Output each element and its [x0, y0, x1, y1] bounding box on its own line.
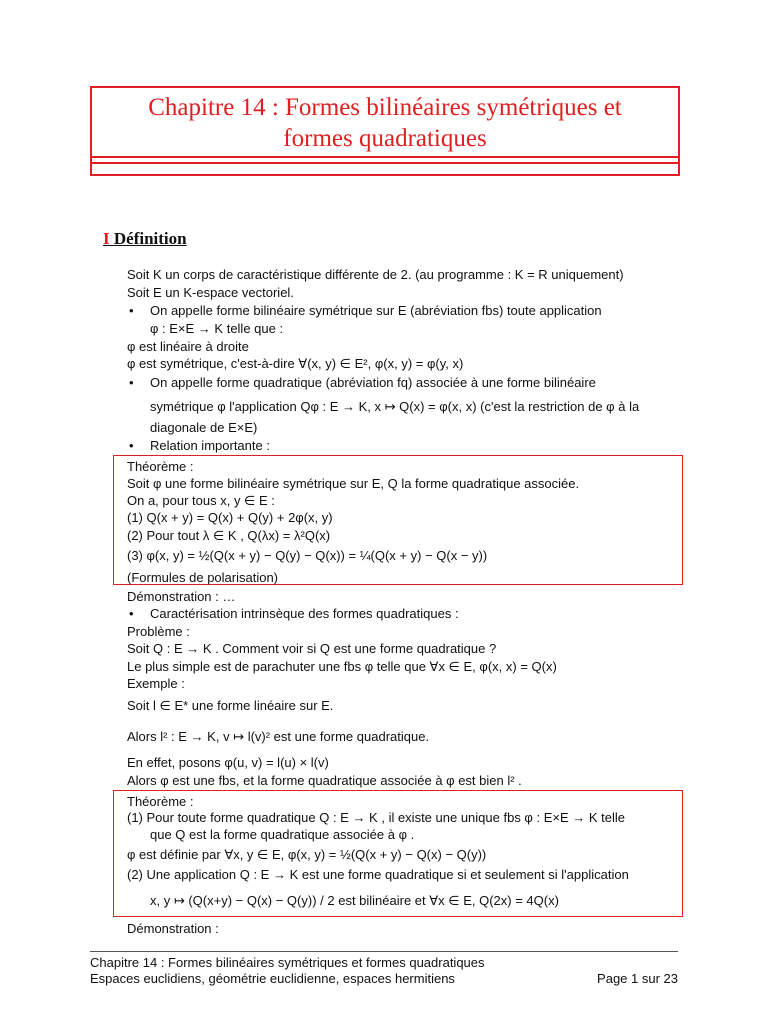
text-line: Soit Q : E → K . Comment voir si Q est une forme quadratique ?: [127, 641, 497, 656]
theorem-heading: Théorème :: [127, 459, 194, 474]
text-line: φ : E×E → K telle que :: [150, 321, 284, 336]
theorem-line: que Q est la forme quadratique associée à φ .: [150, 827, 415, 842]
title-rule: [92, 162, 678, 164]
list-item: • On appelle forme quadratique (abréviation fq) associée à une forme bilinéaire: [150, 375, 596, 391]
text-line: Alors φ est une fbs, et la forme quadratique associée à φ est bien l² .: [127, 773, 522, 788]
text-line: symétrique φ l'application Qφ : E → K, x ↦ Q(x) = φ(x, x) (c'est la restriction de φ à la: [150, 399, 640, 414]
title-rule: [92, 156, 678, 158]
text-line: En effet, posons φ(u, v) = l(u) × l(v): [127, 755, 329, 770]
text-line: Problème :: [127, 624, 190, 639]
list-item: • Relation importante :: [150, 438, 270, 454]
text-line: φ est symétrique, c'est-à-dire ∀(x, y) ∈ E², φ(x, y) = φ(y, x): [127, 356, 464, 371]
section-number: I: [103, 229, 110, 248]
theorem-line: (2) Pour tout λ ∈ K , Q(λx) = λ²Q(x): [127, 528, 331, 543]
text-line: Démonstration :: [127, 921, 219, 936]
theorem-line: (1) Q(x + y) = Q(x) + Q(y) + 2φ(x, y): [127, 510, 333, 525]
text-line: Alors l² : E → K, v ↦ l(v)² est une forme quadratique.: [127, 729, 430, 744]
theorem-heading: Théorème :: [127, 794, 194, 809]
text-line: Soit l ∈ E* une forme linéaire sur E.: [127, 698, 334, 713]
theorem-line: On a, pour tous x, y ∈ E :: [127, 493, 275, 508]
footer-rule: [90, 951, 678, 952]
chapter-title-line2: formes quadratiques: [283, 125, 487, 152]
text-line: φ est linéaire à droite: [127, 339, 249, 354]
text-line: Soit K un corps de caractéristique différente de 2. (au programme : K = R uniquement): [127, 267, 624, 282]
text-line: diagonale de E×E): [150, 420, 258, 435]
footer-course: Espaces euclidiens, géométrie euclidienne, espaces hermitiens: [90, 971, 455, 986]
list-item: • On appelle forme bilinéaire symétrique sur E (abréviation fbs) toute application: [150, 303, 602, 319]
page-number: Page 1 sur 23: [597, 971, 678, 986]
text-line: Démonstration : …: [127, 589, 236, 604]
chapter-title: [92, 92, 678, 154]
section-title: Définition: [113, 229, 187, 248]
theorem-line: (2) Une application Q : E → K est une forme quadratique si et seulement si l'application: [127, 867, 629, 882]
theorem-line: (Formules de polarisation): [127, 570, 279, 585]
theorem-line: (1) Pour toute forme quadratique Q : E → K , il existe une unique fbs φ : E×E → K telle: [127, 810, 625, 825]
text-line: Soit E un K-espace vectoriel.: [127, 285, 294, 300]
chapter-title-box: [90, 86, 680, 176]
footer-chapter: Chapitre 14 : Formes bilinéaires symétriques et formes quadratiques: [90, 955, 485, 970]
theorem-line: φ est définie par ∀x, y ∈ E, φ(x, y) = ½(Q(x + y) − Q(x) − Q(y)): [127, 847, 487, 862]
chapter-title-line1: Chapitre 14 : Formes bilinéaires symétriques et: [148, 94, 622, 121]
section-heading: [103, 229, 187, 249]
theorem-line: x, y ↦ (Q(x+y) − Q(x) − Q(y)) / 2 est bilinéaire et ∀x ∈ E, Q(2x) = 4Q(x): [150, 893, 559, 908]
list-item: • Caractérisation intrinsèque des formes quadratiques :: [150, 606, 459, 622]
theorem-line: Soit φ une forme bilinéaire symétrique sur E, Q la forme quadratique associée.: [127, 476, 580, 491]
text-line: Le plus simple est de parachuter une fbs φ telle que ∀x ∈ E, φ(x, x) = Q(x): [127, 659, 557, 674]
text-line: Exemple :: [127, 676, 185, 691]
theorem-line: (3) φ(x, y) = ½(Q(x + y) − Q(y) − Q(x)) = ¼(Q(x + y) − Q(x − y)): [127, 548, 488, 563]
